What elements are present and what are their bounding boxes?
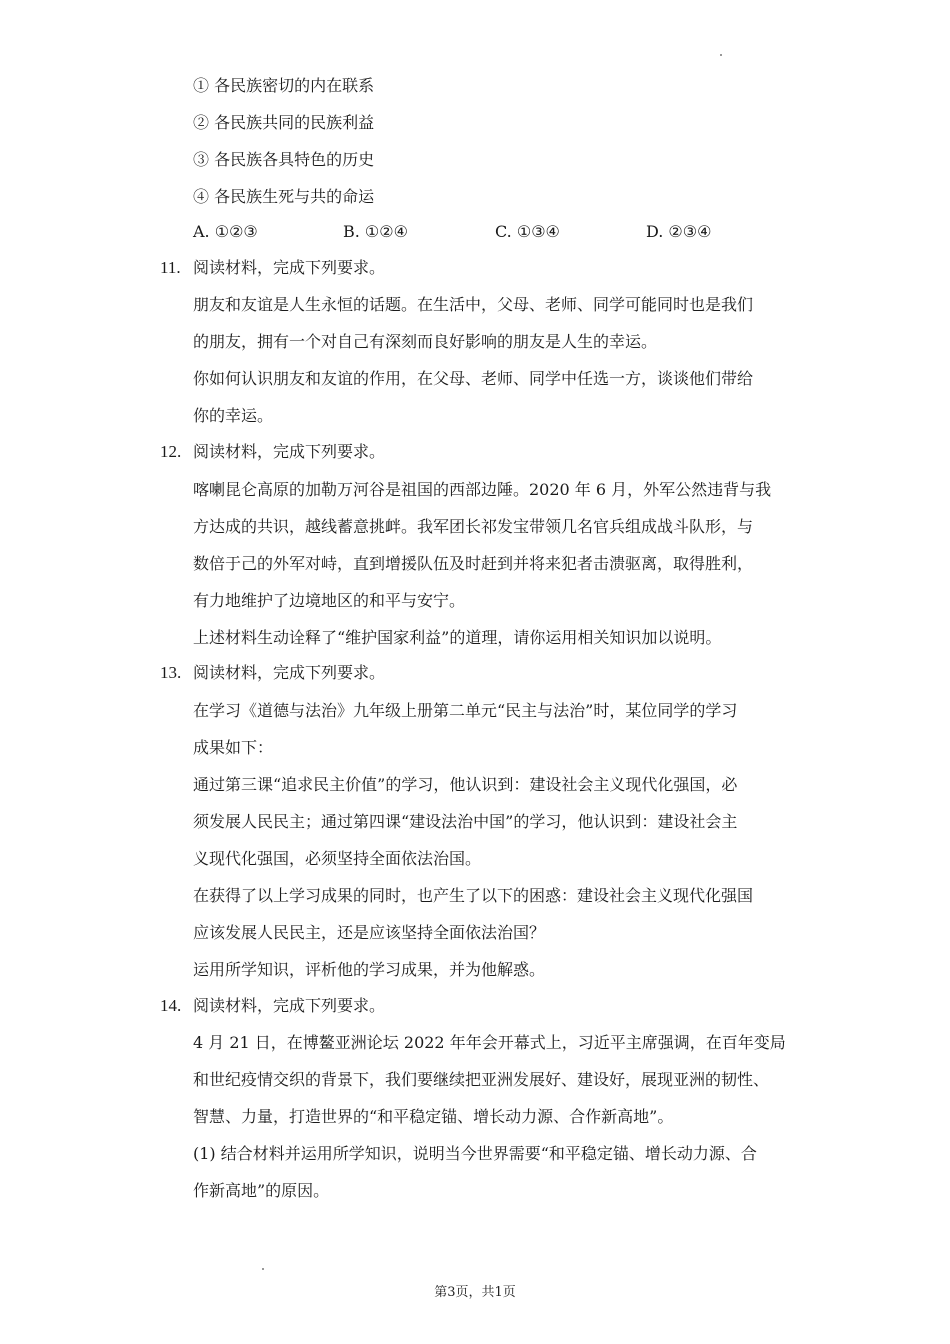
- q11-question-line: 你的幸运。: [193, 406, 274, 425]
- q13-material-line: 在获得了以上学习成果的同时，也产生了以下的困惑：建设社会主义现代化强国: [193, 886, 754, 905]
- scan-dot-bottom: [262, 1268, 264, 1270]
- q13-material-line: 通过第三课“追求民主价值”的学习，他认识到：建设社会主义现代化强国，必: [193, 775, 738, 794]
- q10-option-2: ② 各民族共同的民族利益: [193, 113, 375, 132]
- q10-choice-b: B. ①②④: [343, 222, 408, 241]
- q12-question-line: 上述材料生动诠释了“维护国家利益”的道理，请你运用相关知识加以说明。: [193, 628, 722, 647]
- q14-subquestion-1: 作新高地”的原因。: [193, 1181, 330, 1200]
- q13-number: 13.: [160, 663, 182, 682]
- q11-question-line: 你如何认识朋友和友谊的作用，在父母、老师、同学中任选一方，谈谈他们带给: [193, 369, 754, 388]
- q12-material-line: 方达成的共识，越线蓄意挑衅。我军团长祁发宝带领几名官兵组成战斗队形，与: [193, 517, 754, 536]
- q10-option-3: ③ 各民族各具特色的历史: [193, 150, 375, 169]
- q12-material-line: 有力地维护了边境地区的和平与安宁。: [193, 591, 466, 610]
- q13-material-line: 应该发展人民民主，还是应该坚持全面依法治国？: [193, 923, 546, 942]
- q14-material-line: 和世纪疫情交织的背景下，我们要继续把亚洲发展好、建设好，展现亚洲的韧性、: [193, 1070, 770, 1089]
- page-footer: 第3页，共1页: [434, 1285, 516, 1300]
- q11-number: 11.: [160, 258, 181, 277]
- q12-number: 12.: [160, 442, 182, 461]
- q12-material-line: 数倍于己的外军对峙，直到增援队伍及时赶到并将来犯者击溃驱离，取得胜利，: [193, 554, 754, 573]
- scan-dot-top: [720, 54, 722, 56]
- q13-question-line: 运用所学知识，评析他的学习成果，并为他解惑。: [193, 960, 546, 979]
- q10-choice-c: C. ①③④: [495, 222, 560, 241]
- q14-material-line: 智慧、力量，打造世界的“和平稳定锚、增长动力源、合作新高地”。: [193, 1107, 674, 1126]
- q10-option-1: ① 各民族密切的内在联系: [193, 76, 375, 95]
- q11-material-line: 的朋友，拥有一个对自己有深刻而良好影响的朋友是人生的幸运。: [193, 332, 658, 351]
- q14-number: 14.: [160, 996, 182, 1015]
- q13-material-line: 义现代化强国，必须坚持全面依法治国。: [193, 849, 482, 868]
- q11-prompt: 阅读材料，完成下列要求。: [193, 258, 386, 277]
- q14-subquestion-1: (1) 结合材料并运用所学知识，说明当今世界需要“和平稳定锚、增长动力源、合: [193, 1144, 757, 1163]
- q12-prompt: 阅读材料，完成下列要求。: [193, 442, 386, 461]
- q14-material-line: 4 月 21 日，在博鳌亚洲论坛 2022 年年会开幕式上，习近平主席强调，在百年变局: [193, 1033, 786, 1052]
- q11-material-line: 朋友和友谊是人生永恒的话题。在生活中，父母、老师、同学可能同时也是我们: [193, 295, 754, 314]
- q12-material-line: 喀喇昆仑高原的加勒万河谷是祖国的西部边陲。2020 年 6 月，外军公然违背与我: [193, 480, 772, 499]
- q13-material-line: 在学习《道德与法治》九年级上册第二单元“民主与法治”时，某位同学的学习: [193, 701, 738, 720]
- q13-material-line: 成果如下：: [193, 738, 274, 757]
- q13-material-line: 须发展人民民主；通过第四课“建设法治中国”的学习，他认识到：建设社会主: [193, 812, 738, 831]
- q13-prompt: 阅读材料，完成下列要求。: [193, 663, 386, 682]
- q10-option-4: ④ 各民族生死与共的命运: [193, 187, 375, 206]
- q10-choice-d: D. ②③④: [646, 222, 712, 241]
- q10-choice-a: A. ①②③: [193, 222, 258, 241]
- q14-prompt: 阅读材料，完成下列要求。: [193, 996, 386, 1015]
